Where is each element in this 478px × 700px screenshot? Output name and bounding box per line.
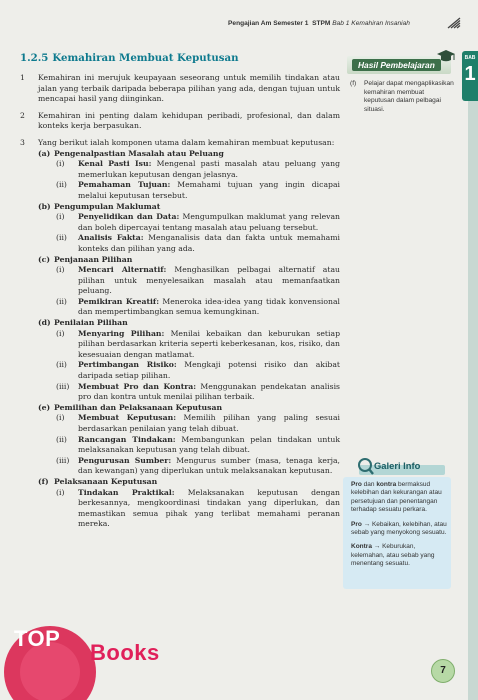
running-header xyxy=(228,20,410,27)
sub-item-text: Memilih pilihan yang paling sesuai berdasarkan penilaian yang telah dibuat. xyxy=(78,413,340,433)
paragraph-2 xyxy=(20,111,340,132)
sub-item xyxy=(54,297,340,318)
sub-item-numeral: (ii) xyxy=(56,296,67,306)
sub-item-numeral: (i) xyxy=(56,487,65,497)
sub-item-numeral: (ii) xyxy=(56,434,67,444)
graduation-cap-icon xyxy=(436,49,456,63)
sub-item xyxy=(54,360,340,381)
sub-item-text: Membangunkan pelan tindakan untuk melaksanakan keputusan yang telah dibuat. xyxy=(78,434,340,455)
sub-item-numeral: (i) xyxy=(56,159,65,169)
section-number: 1.2.5 xyxy=(20,52,49,64)
sub-item-text: Menggunakan pendekatan analisis pro dan kontra untuk menilai pilihan terbaik. xyxy=(78,381,340,402)
sub-item-term: Kenal Pasti Isu: xyxy=(78,159,152,169)
paragraph-3 xyxy=(20,138,340,530)
page-header xyxy=(0,0,478,36)
component-item xyxy=(38,477,340,530)
sub-item-numeral: (ii) xyxy=(56,360,67,370)
sub-item-text: Menghasilkan pelbagai alternatif atau pilihan untuk menyelesaikan masalah atau memanfaatkan peluang. xyxy=(78,265,340,296)
sub-item xyxy=(54,488,340,530)
sub-item xyxy=(54,329,340,361)
paragraph-text: Kemahiran ini penting dalam kehidupan peribadi, profesional, dan dalam konteks kerja berpasukan. xyxy=(38,110,340,131)
component-title: Pengenalpastian Masalah atau Peluang xyxy=(54,148,224,158)
sub-item-text: Mengkaji potensi risiko dan akibat daripada setiap pilihan. xyxy=(78,360,340,381)
sub-item-numeral: (i) xyxy=(56,328,65,338)
page-number: 7 xyxy=(431,659,455,683)
chapter-tab-label: BAB xyxy=(464,55,476,61)
galeri-paragraph-1 xyxy=(351,481,447,515)
sub-item xyxy=(54,435,340,456)
galeri-definition: bermaksud kelebihan dan kekurangan atau persetujuan dan penentangan terhadap sesuatu perkara. xyxy=(351,481,442,514)
section-title: Kemahiran Membuat Keputusan xyxy=(52,52,239,64)
section-heading xyxy=(20,52,340,64)
sub-item-text: Meneroka idea-idea yang tidak konvensional dan mempertimbangkan semua kemungkinan. xyxy=(78,296,340,317)
sub-item-text: Mengumpulkan maklumat yang relevan dan boleh dipercayai tentang masalah atau peluang tersebut. xyxy=(78,212,340,232)
sub-item xyxy=(54,212,340,233)
learning-outcome-body xyxy=(350,80,455,114)
sub-item-term: Membuat Keputusan: xyxy=(78,413,177,423)
sub-item-numeral: (i) xyxy=(56,212,65,222)
sub-item-numeral: (ii) xyxy=(56,233,67,243)
paragraph-text: Yang berikut ialah komponen utama dalam kemahiran membuat keputusan: xyxy=(38,137,335,147)
sub-item-term: Penyelidikan dan Data: xyxy=(78,212,180,222)
watermark-word-books: Books xyxy=(90,640,160,665)
galeri-info-title: Galeri Info xyxy=(374,460,421,471)
sub-item xyxy=(54,382,340,403)
galeri-definition: → Kebaikan, kelebihan, atau sebab yang menyokong sesuatu. xyxy=(351,520,447,537)
component-letter: (e) xyxy=(38,402,51,412)
component-letter: (f) xyxy=(38,476,49,486)
sub-item xyxy=(54,180,340,201)
sub-item-numeral: (iii) xyxy=(56,455,70,465)
sub-item-term: Mencari Alternatif: xyxy=(78,265,167,275)
paragraph-1 xyxy=(20,73,340,105)
watermark-word-top: TOP xyxy=(14,626,61,651)
outcome-text: Pelajar dapat mengaplikasikan kemahiran membuat keputusan dalam pelbagai situasi. xyxy=(364,80,454,113)
component-item xyxy=(38,255,340,319)
publisher-logo-icon xyxy=(447,17,461,29)
sub-item-term: Pemikiran Kreatif: xyxy=(78,296,160,306)
chapter-tab-number: 1 xyxy=(464,63,476,85)
component-list xyxy=(38,149,340,530)
sub-item-term: Tindakan Praktikal: xyxy=(78,487,175,497)
sub-item-term: Pertimbangan Risiko: xyxy=(78,360,177,370)
sub-item xyxy=(54,233,340,254)
sub-item-term: Pengurusan Sumber: xyxy=(78,455,172,465)
component-title: Pemilihan dan Pelaksanaan Keputusan xyxy=(54,402,223,412)
chapter-tab xyxy=(462,51,478,101)
sub-item-numeral: (i) xyxy=(56,413,65,423)
learning-outcome-title: Hasil Pembelajaran xyxy=(352,59,441,71)
component-title: Pengumpulan Maklumat xyxy=(54,201,161,211)
term-kontra: Kontra xyxy=(351,543,372,551)
component-title: Penilaian Pilihan xyxy=(54,318,128,328)
component-letter: (b) xyxy=(38,201,51,211)
paragraph-number: 3 xyxy=(20,137,25,147)
sub-item xyxy=(54,456,340,477)
term-pro: Pro xyxy=(351,481,362,488)
galeri-paragraph-2 xyxy=(351,521,447,538)
main-content xyxy=(20,52,340,530)
component-letter: (c) xyxy=(38,254,50,264)
sub-item xyxy=(54,413,340,434)
sub-item-term: Membuat Pro dan Kontra: xyxy=(78,381,197,391)
sub-item-text: Mengenal pasti masalah atau peluang yang memerlukan keputusan dengan jelasnya. xyxy=(78,159,340,179)
sub-item-text: Memahami tujuan yang ingin dicapai melalui keputusan tersebut. xyxy=(78,180,340,200)
sub-item xyxy=(54,159,340,180)
header-subject: Pengajian Am Semester 1 xyxy=(228,20,309,27)
outcome-marker: (f) xyxy=(350,80,357,87)
component-item xyxy=(38,202,340,255)
component-title: Pelaksanaan Keputusan xyxy=(54,476,158,486)
component-item xyxy=(38,318,340,403)
component-letter: (a) xyxy=(38,148,51,158)
galeri-definition: → Keburukan, kelemahan, atau sebab yang menentang sesuatu. xyxy=(351,543,435,568)
component-title: Penjanaan Pilihan xyxy=(54,254,133,264)
header-stpm: STPM xyxy=(312,20,331,27)
sub-item-numeral: (ii) xyxy=(56,180,67,190)
component-item xyxy=(38,149,340,202)
sub-item-numeral: (iii) xyxy=(56,381,70,391)
header-chapter: Bab 1 Kemahiran Insaniah xyxy=(332,20,410,27)
term-pro: Pro xyxy=(351,520,362,528)
paragraph-number: 2 xyxy=(20,110,25,120)
paragraph-number: 1 xyxy=(20,73,25,82)
sub-item-text: Mengurus sumber (masa, tenaga kerja, dan kewangan) yang diperlukan untuk melaksanakan keputusan. xyxy=(78,455,340,476)
sub-item-text: Menilai kebaikan dan keburukan setiap pilihan berdasarkan kriteria seperti keberkesanan, kos, risiko, dan kesesuaian dengan matlamat. xyxy=(78,328,340,359)
term-kontra: kontra xyxy=(376,481,397,488)
component-letter: (d) xyxy=(38,318,51,328)
sub-item-text: Melaksanakan keputusan dengan berkesannya, mengkoordinasi tindakan yang diperlukan, dan memastikan semua pihak yang terlibat memahami peranan mereka. xyxy=(78,487,340,529)
sub-item-term: Pemahaman Tujuan: xyxy=(78,180,171,190)
sub-item-term: Analisis Fakta: xyxy=(78,233,144,243)
galeri-info-text xyxy=(351,481,447,575)
sub-item-term: Rancangan Tindakan: xyxy=(78,434,176,444)
paragraph-text: Kemahiran ini merujuk keupayaan seseorang untuk memilih tindakan atau jalan yang terbaik daripada beberapa pilihan yang ada, dengan tujuan untuk mencapai hasil yang diinginkan. xyxy=(38,73,340,104)
margin-strip xyxy=(468,101,478,700)
sub-item-text: Menganalisis data dan fakta untuk memahami konteks dan pilihan yang ada. xyxy=(78,233,341,253)
galeri-connector: dan xyxy=(361,481,377,488)
galeri-paragraph-3 xyxy=(351,543,447,568)
sub-item-term: Menyaring Pilihan: xyxy=(78,328,165,338)
component-item xyxy=(38,403,340,477)
sub-item xyxy=(54,265,340,297)
sub-item-numeral: (i) xyxy=(56,265,65,275)
